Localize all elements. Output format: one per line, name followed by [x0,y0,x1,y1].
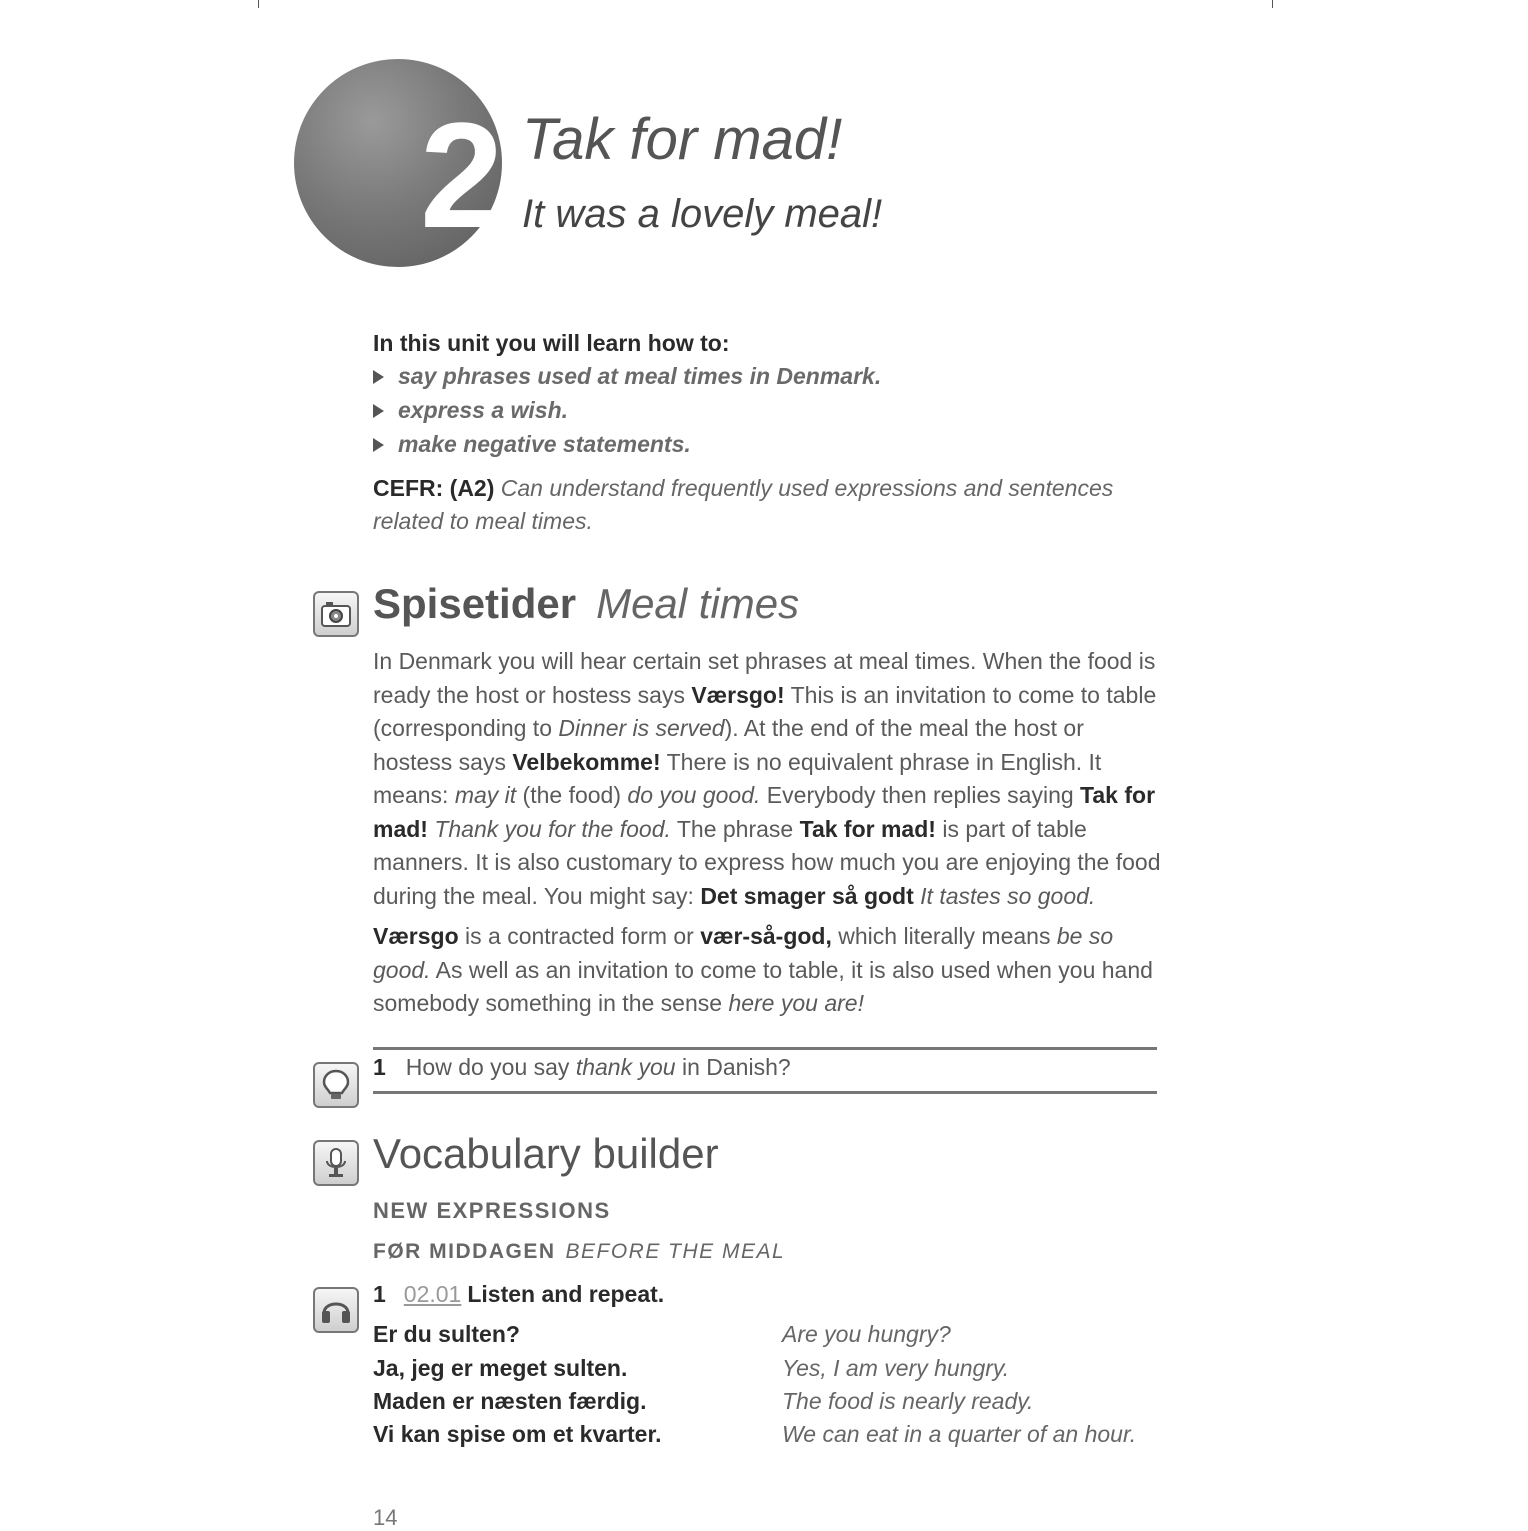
section-title-english: Meal times [596,580,800,627]
phrase-danish: Er du sulten? [373,1321,520,1347]
phrase-row [373,1355,1163,1388]
phrase-row [373,1321,1163,1354]
cefr-text: Can understand frequently used expressions and sentences related to meal times. [373,475,1114,534]
crop-mark-left [258,0,259,8]
learning-heading: In this unit you will learn how to: [373,330,730,356]
cefr-label: CEFR: (A2) [373,475,495,501]
new-expressions-heading: NEW EXPRESSIONS [373,1198,611,1223]
bullet-triangle-icon [373,438,384,452]
crop-mark-right [1272,0,1273,8]
camera-icon [313,591,359,637]
learning-objectives [373,330,1173,538]
section-title-meal-times [373,580,799,628]
unit-title-danish: Tak for mad! [522,107,843,172]
instruction-text: Listen and repeat. [467,1281,665,1307]
unit-number: 2 [420,91,500,259]
objectives-list [373,363,1173,458]
objective-item: make negative statements. [373,431,1173,458]
phrase-danish: Maden er næsten færdig. [373,1388,647,1414]
before-meal-english: BEFORE THE MEAL [565,1240,786,1263]
listen-instruction [373,1281,664,1308]
paragraph-meal-phrases: In Denmark you will hear certain set phrases at meal times. When the food is ready the host or hostess says Værsgo! This is an invitation to come to table (corresponding to Dinner is served). At the end of the meal the host or hostess says Velbekomme! There is no equivalent phrase in English. It means: may it (the food) do you good. Everybody then replies saying Tak for mad! Thank you for the food. The phrase Tak for mad! is part of table manners. It is also customary to express how much you are enjoying the food during the meal. You might say: Det smager så godt It tastes so good. [373,648,1161,909]
bullet-triangle-icon [373,404,384,418]
question-number: 1 [373,1054,386,1080]
exercise-number: 1 [373,1281,386,1307]
paragraph-vaersgo: Værsgo is a contracted form or vær-så-god, which literally means be so good. As well as an invitation to come to table, it is also used when you hand somebody something in the sense here you are! [373,923,1153,1016]
phrase-english: Yes, I am very hungry. [782,1355,1010,1381]
phrase-english: The food is nearly ready. [782,1388,1034,1414]
phrase-row [373,1388,1163,1421]
question-1: 1 How do you say thank you in Danish? [373,1054,791,1080]
microphone-icon [313,1140,359,1186]
bullet-triangle-icon [373,370,384,384]
before-meal-danish: FØR MIDDAGEN [373,1240,556,1263]
phrase-danish: Vi kan spise om et kvarter. [373,1421,662,1447]
phrase-row [373,1421,1163,1454]
audio-track-link[interactable]: 02.01 [403,1281,462,1307]
headphones-icon [313,1287,359,1333]
vocabulary-title: Vocabulary builder [373,1130,719,1177]
page-number: 14 [373,1505,398,1530]
phrase-danish: Ja, jeg er meget sulten. [373,1355,628,1381]
objective-item: say phrases used at meal times in Denmark. [373,363,1173,390]
phrase-english: Are you hungry? [782,1321,951,1347]
cefr-statement [373,472,1163,538]
question-rule-top [373,1047,1157,1050]
section-title-danish: Spisetider [373,580,577,627]
question-rule-bottom [373,1091,1157,1094]
lightbulb-icon [313,1062,359,1108]
objective-item: express a wish. [373,397,1173,424]
before-meal-heading [373,1240,785,1264]
unit-title-english: It was a lovely meal! [522,192,883,236]
phrase-english: We can eat in a quarter of an hour. [782,1421,1137,1447]
